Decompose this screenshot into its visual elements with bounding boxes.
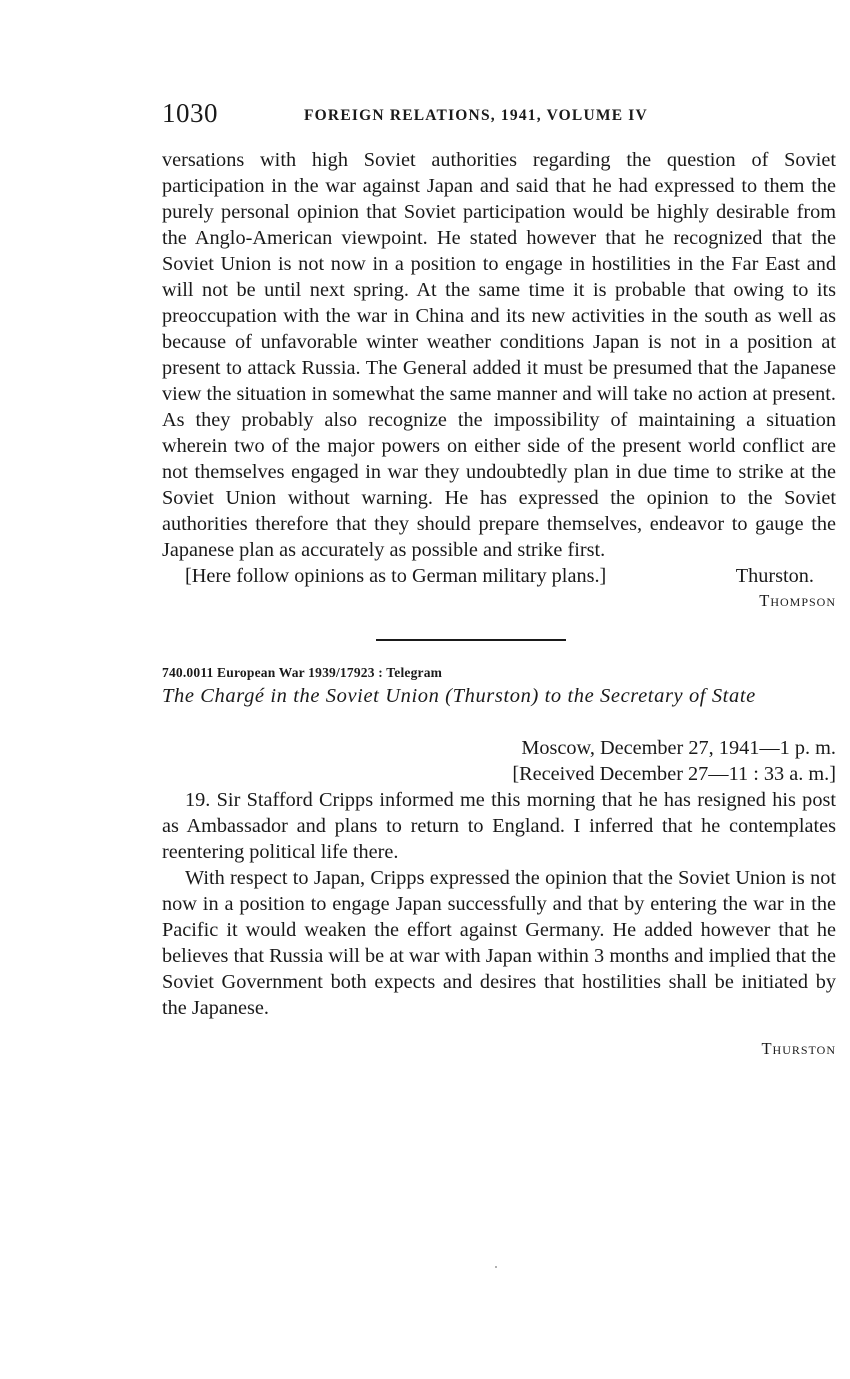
- document-file-number: 740.0011 European War 1939/17923 : Telegram: [162, 665, 443, 680]
- continuation-paragraph: versations with high Soviet authorities regarding the question of Soviet participation in the war against Japan and said that he had expressed to them the purely personal opinion that Soviet participation would be highly desirable from the Anglo-American viewpoint. He stated however that he recognized that the Soviet Union is not now in a position to engage in hostilities in the Far East and will not be until next spring. At the same time it is probable that owing to its preoccupation with the war in China and its new activities in the south as well as because of unfavorable winter weather conditions Japan is not in a position at present to attack Russia. The General added it must be presumed that the Japanese view the situation in somewhat the same manner and will take no action at present. As they probably also recognize the impossibility of maintaining a situation wherein two of the major powers on either side of the present world conflict are not themselves engaged in war they undoubtedly plan in due time to strike at the Soviet Union without warning. He has expressed the opinion to the Soviet authorities therefore that they should prepare themselves, endeavor to gauge the Japanese plan as accurately as possible and strike first.: [162, 149, 836, 561]
- editorial-note: [162, 563, 836, 589]
- dateline: Moscow, December 27, 1941—1 p. m.: [521, 737, 836, 759]
- running-head: [162, 98, 836, 132]
- paper-speck: [495, 1266, 497, 1268]
- signature-thompson: Thompson: [759, 591, 836, 610]
- received-line: [Received December 27—11 : 33 a. m.]: [512, 763, 836, 785]
- signature-thurston: Thurston: [761, 1039, 836, 1058]
- document-page: [162, 98, 836, 1061]
- running-head-title: FOREIGN RELATIONS, 1941, VOLUME IV: [304, 107, 648, 124]
- body-paragraph-2: With respect to Japan, Cripps expressed the opinion that the Soviet Union is not now in a position to engage Japan successfully and that by entering the war in the Pacific it would weaken the effort against Germany. He added however that he believes that Russia will be at war with Japan within 3 months and implied that the Soviet Government both expects and desires that hostilities shall be initiated by the Japanese.: [162, 867, 836, 1019]
- editorial-note-signoff: Thurston.: [735, 565, 814, 587]
- page-number: 1030: [162, 98, 218, 128]
- editorial-note-text: [Here follow opinions as to German military plans.]: [185, 565, 607, 587]
- document-title: The Chargé in the Soviet Union (Thurston) to the Secretary of State: [162, 685, 756, 707]
- section-divider: [376, 639, 566, 641]
- body-paragraph-1: 19. Sir Stafford Cripps informed me this morning that he has resigned his post as Ambassador and plans to return to England. I inferred that he contemplates reentering political life there.: [162, 789, 836, 863]
